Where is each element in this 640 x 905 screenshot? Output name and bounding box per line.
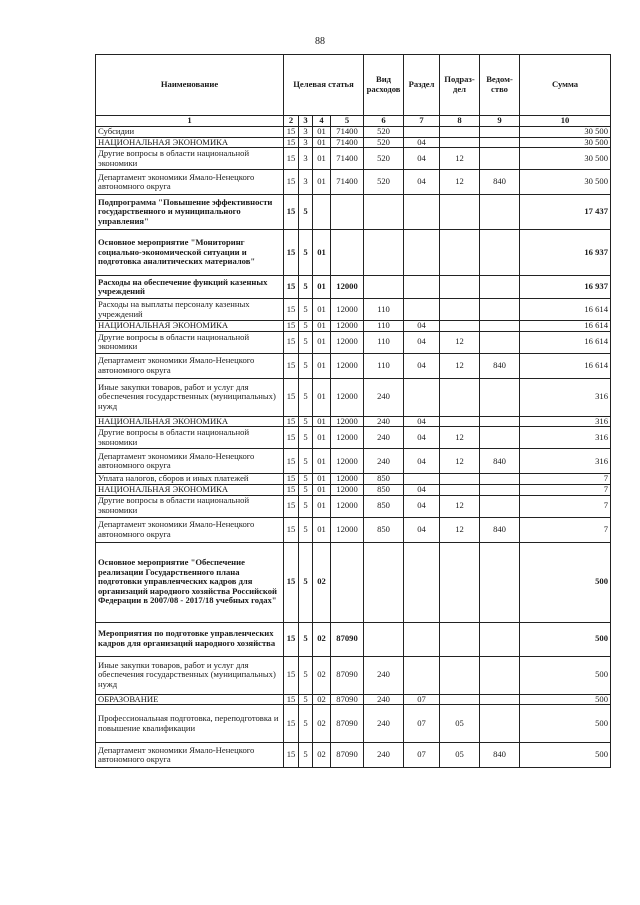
department-cell bbox=[480, 495, 520, 517]
target-code-3: 02 bbox=[313, 542, 331, 622]
department-cell: 840 bbox=[480, 449, 520, 474]
row-name: Мероприятия по подготовке управленческих кадров для организаций народного хозяйства bbox=[96, 622, 284, 656]
section-cell bbox=[404, 378, 440, 416]
section-cell bbox=[404, 622, 440, 656]
section-cell: 07 bbox=[404, 743, 440, 768]
table-row bbox=[96, 416, 611, 427]
section-cell: 04 bbox=[404, 484, 440, 495]
page-number: 88 bbox=[315, 36, 325, 47]
subsection-cell bbox=[440, 195, 480, 230]
target-code-3: 01 bbox=[313, 474, 331, 485]
department-cell bbox=[480, 542, 520, 622]
row-name: Подпрограмма "Повышение эффективности государственного и муниципального управления" bbox=[96, 195, 284, 230]
subsection-cell bbox=[440, 276, 480, 299]
department-cell bbox=[480, 484, 520, 495]
section-cell: 04 bbox=[404, 170, 440, 195]
target-code-4: 71400 bbox=[331, 137, 364, 148]
department-cell bbox=[480, 321, 520, 332]
section-cell bbox=[404, 276, 440, 299]
target-code-1: 15 bbox=[284, 449, 299, 474]
row-name: Профессиональная подготовка, переподготовка и повышение квалификации bbox=[96, 705, 284, 743]
sum-cell: 16 937 bbox=[520, 230, 611, 276]
target-code-3: 01 bbox=[313, 321, 331, 332]
row-name: Департамент экономики Ямало-Ненецкого автономного округа bbox=[96, 449, 284, 474]
target-code-3: 01 bbox=[313, 148, 331, 170]
target-code-4: 12000 bbox=[331, 474, 364, 485]
subsection-cell bbox=[440, 484, 480, 495]
target-code-4: 12000 bbox=[331, 517, 364, 542]
subsection-cell: 12 bbox=[440, 495, 480, 517]
target-code-4: 12000 bbox=[331, 449, 364, 474]
expense-type-cell bbox=[364, 195, 404, 230]
row-name: Другие вопросы в области национальной экономики bbox=[96, 427, 284, 449]
subsection-cell: 12 bbox=[440, 170, 480, 195]
department-cell bbox=[480, 416, 520, 427]
target-code-1: 15 bbox=[284, 230, 299, 276]
col-number: 4 bbox=[313, 116, 331, 127]
target-code-1: 15 bbox=[284, 331, 299, 353]
target-code-1: 15 bbox=[284, 517, 299, 542]
target-code-2: 5 bbox=[299, 230, 313, 276]
sum-cell: 30 500 bbox=[520, 127, 611, 138]
row-name: Субсидии bbox=[96, 127, 284, 138]
department-cell bbox=[480, 276, 520, 299]
target-code-4: 71400 bbox=[331, 148, 364, 170]
row-name: Департамент экономики Ямало-Ненецкого автономного округа bbox=[96, 353, 284, 378]
table-row bbox=[96, 331, 611, 353]
expense-type-cell: 240 bbox=[364, 694, 404, 705]
target-code-4 bbox=[331, 195, 364, 230]
target-code-2: 5 bbox=[299, 656, 313, 694]
sum-cell: 16 614 bbox=[520, 321, 611, 332]
expense-type-cell: 240 bbox=[364, 449, 404, 474]
target-code-2: 5 bbox=[299, 195, 313, 230]
target-code-1: 15 bbox=[284, 427, 299, 449]
row-name: НАЦИОНАЛЬНАЯ ЭКОНОМИКА bbox=[96, 137, 284, 148]
table-row bbox=[96, 495, 611, 517]
target-code-2: 5 bbox=[299, 378, 313, 416]
target-code-2: 3 bbox=[299, 148, 313, 170]
table-row bbox=[96, 299, 611, 321]
col-number: 1 bbox=[96, 116, 284, 127]
col-number: 10 bbox=[520, 116, 611, 127]
target-code-3 bbox=[313, 195, 331, 230]
table-row bbox=[96, 137, 611, 148]
expense-type-cell: 110 bbox=[364, 331, 404, 353]
department-cell: 840 bbox=[480, 170, 520, 195]
row-name: НАЦИОНАЛЬНАЯ ЭКОНОМИКА bbox=[96, 484, 284, 495]
col-number: 6 bbox=[364, 116, 404, 127]
target-code-1: 15 bbox=[284, 378, 299, 416]
department-cell bbox=[480, 331, 520, 353]
section-cell: 04 bbox=[404, 517, 440, 542]
expense-type-cell: 520 bbox=[364, 137, 404, 148]
table-row bbox=[96, 474, 611, 485]
row-name: Другие вопросы в области национальной экономики bbox=[96, 495, 284, 517]
target-code-2: 5 bbox=[299, 694, 313, 705]
row-name: Департамент экономики Ямало-Ненецкого автономного округа bbox=[96, 743, 284, 768]
target-code-4: 87090 bbox=[331, 694, 364, 705]
subsection-cell bbox=[440, 299, 480, 321]
expense-type-cell bbox=[364, 276, 404, 299]
row-name: Основное мероприятие "Мониторинг социально-экономической ситуации и подготовка аналитических материалов" bbox=[96, 230, 284, 276]
sum-cell: 316 bbox=[520, 378, 611, 416]
target-code-2: 3 bbox=[299, 127, 313, 138]
row-name: Уплата налогов, сборов и иных платежей bbox=[96, 474, 284, 485]
target-code-3: 01 bbox=[313, 353, 331, 378]
target-code-3: 01 bbox=[313, 427, 331, 449]
col-number: 7 bbox=[404, 116, 440, 127]
expense-type-cell: 240 bbox=[364, 427, 404, 449]
target-code-3: 02 bbox=[313, 694, 331, 705]
row-name: НАЦИОНАЛЬНАЯ ЭКОНОМИКА bbox=[96, 321, 284, 332]
sum-cell: 30 500 bbox=[520, 137, 611, 148]
table-row bbox=[96, 321, 611, 332]
col-number: 5 bbox=[331, 116, 364, 127]
expense-type-cell bbox=[364, 542, 404, 622]
target-code-1: 15 bbox=[284, 276, 299, 299]
target-code-4: 12000 bbox=[331, 321, 364, 332]
target-code-2: 5 bbox=[299, 484, 313, 495]
subsection-cell bbox=[440, 127, 480, 138]
row-name: Расходы на выплаты персоналу казенных учреждений bbox=[96, 299, 284, 321]
target-code-2: 5 bbox=[299, 542, 313, 622]
target-code-1: 15 bbox=[284, 416, 299, 427]
expense-type-cell: 240 bbox=[364, 656, 404, 694]
col-number: 8 bbox=[440, 116, 480, 127]
table-row bbox=[96, 484, 611, 495]
department-cell: 840 bbox=[480, 743, 520, 768]
department-cell bbox=[480, 378, 520, 416]
expense-type-cell: 240 bbox=[364, 705, 404, 743]
subsection-cell bbox=[440, 474, 480, 485]
target-code-1: 15 bbox=[284, 170, 299, 195]
section-cell: 04 bbox=[404, 416, 440, 427]
col-number: 2 bbox=[284, 116, 299, 127]
table-row bbox=[96, 542, 611, 622]
expense-type-cell: 520 bbox=[364, 127, 404, 138]
subsection-cell: 12 bbox=[440, 449, 480, 474]
target-code-1: 15 bbox=[284, 127, 299, 138]
department-cell bbox=[480, 195, 520, 230]
sum-cell: 30 500 bbox=[520, 170, 611, 195]
section-cell: 04 bbox=[404, 353, 440, 378]
budget-table bbox=[95, 54, 611, 768]
target-code-3: 01 bbox=[313, 416, 331, 427]
target-code-3: 02 bbox=[313, 622, 331, 656]
row-name: Иные закупки товаров, работ и услуг для обеспечения государственных (муниципальных) нужд bbox=[96, 656, 284, 694]
section-cell: 04 bbox=[404, 449, 440, 474]
subsection-cell bbox=[440, 378, 480, 416]
subsection-cell bbox=[440, 542, 480, 622]
target-code-4 bbox=[331, 542, 364, 622]
subsection-cell bbox=[440, 230, 480, 276]
table-row bbox=[96, 743, 611, 768]
target-code-3: 01 bbox=[313, 495, 331, 517]
target-code-2: 5 bbox=[299, 353, 313, 378]
target-code-1: 15 bbox=[284, 694, 299, 705]
table-row bbox=[96, 148, 611, 170]
target-code-2: 5 bbox=[299, 449, 313, 474]
target-code-4: 87090 bbox=[331, 743, 364, 768]
target-code-2: 5 bbox=[299, 517, 313, 542]
target-code-2: 3 bbox=[299, 137, 313, 148]
target-code-4: 12000 bbox=[331, 331, 364, 353]
subsection-cell: 05 bbox=[440, 743, 480, 768]
expense-type-cell bbox=[364, 622, 404, 656]
col-number: 9 bbox=[480, 116, 520, 127]
target-code-2: 5 bbox=[299, 331, 313, 353]
subsection-cell: 12 bbox=[440, 353, 480, 378]
sum-cell: 500 bbox=[520, 743, 611, 768]
target-code-3: 01 bbox=[313, 276, 331, 299]
target-code-4: 87090 bbox=[331, 622, 364, 656]
sum-cell: 500 bbox=[520, 705, 611, 743]
subsection-cell bbox=[440, 656, 480, 694]
target-code-2: 5 bbox=[299, 427, 313, 449]
subsection-cell bbox=[440, 416, 480, 427]
subsection-cell: 12 bbox=[440, 427, 480, 449]
target-code-4: 12000 bbox=[331, 427, 364, 449]
target-code-4: 12000 bbox=[331, 276, 364, 299]
table-row bbox=[96, 622, 611, 656]
sum-cell: 30 500 bbox=[520, 148, 611, 170]
header-department: Ведом-ство bbox=[480, 55, 520, 116]
section-cell: 07 bbox=[404, 694, 440, 705]
sum-cell: 16 614 bbox=[520, 299, 611, 321]
subsection-cell: 12 bbox=[440, 517, 480, 542]
expense-type-cell: 850 bbox=[364, 474, 404, 485]
target-code-2: 5 bbox=[299, 299, 313, 321]
target-code-3: 01 bbox=[313, 484, 331, 495]
sum-cell: 500 bbox=[520, 622, 611, 656]
department-cell bbox=[480, 299, 520, 321]
sum-cell: 7 bbox=[520, 517, 611, 542]
sum-cell: 16 614 bbox=[520, 353, 611, 378]
target-code-2: 5 bbox=[299, 276, 313, 299]
target-code-1: 15 bbox=[284, 542, 299, 622]
header-sum: Сумма bbox=[520, 55, 611, 116]
table-row bbox=[96, 449, 611, 474]
expense-type-cell: 240 bbox=[364, 416, 404, 427]
subsection-cell: 05 bbox=[440, 705, 480, 743]
target-code-3: 01 bbox=[313, 299, 331, 321]
target-code-2: 5 bbox=[299, 705, 313, 743]
subsection-cell bbox=[440, 694, 480, 705]
target-code-3: 02 bbox=[313, 705, 331, 743]
target-code-3: 01 bbox=[313, 331, 331, 353]
target-code-4: 12000 bbox=[331, 495, 364, 517]
sum-cell: 7 bbox=[520, 474, 611, 485]
department-cell bbox=[480, 622, 520, 656]
sum-cell: 7 bbox=[520, 495, 611, 517]
target-code-4: 12000 bbox=[331, 378, 364, 416]
section-cell: 04 bbox=[404, 331, 440, 353]
department-cell bbox=[480, 474, 520, 485]
table-row bbox=[96, 427, 611, 449]
table-row bbox=[96, 694, 611, 705]
target-code-1: 15 bbox=[284, 353, 299, 378]
subsection-cell bbox=[440, 622, 480, 656]
section-cell bbox=[404, 195, 440, 230]
sum-cell: 316 bbox=[520, 449, 611, 474]
expense-type-cell: 520 bbox=[364, 170, 404, 195]
row-name: Другие вопросы в области национальной экономики bbox=[96, 148, 284, 170]
expense-type-cell: 520 bbox=[364, 148, 404, 170]
column-number-row bbox=[96, 116, 611, 127]
target-code-4: 12000 bbox=[331, 353, 364, 378]
table-row bbox=[96, 170, 611, 195]
table-row bbox=[96, 230, 611, 276]
sum-cell: 500 bbox=[520, 694, 611, 705]
target-code-2: 5 bbox=[299, 416, 313, 427]
department-cell bbox=[480, 137, 520, 148]
target-code-1: 15 bbox=[284, 705, 299, 743]
expense-type-cell: 240 bbox=[364, 378, 404, 416]
target-code-4 bbox=[331, 230, 364, 276]
target-code-4: 12000 bbox=[331, 416, 364, 427]
target-code-4: 71400 bbox=[331, 170, 364, 195]
target-code-3: 01 bbox=[313, 378, 331, 416]
header-name: Наименование bbox=[96, 55, 284, 116]
row-name: Департамент экономики Ямало-Ненецкого автономного округа bbox=[96, 170, 284, 195]
section-cell: 04 bbox=[404, 321, 440, 332]
expense-type-cell: 240 bbox=[364, 743, 404, 768]
table-row bbox=[96, 517, 611, 542]
target-code-4: 71400 bbox=[331, 127, 364, 138]
target-code-1: 15 bbox=[284, 321, 299, 332]
section-cell bbox=[404, 230, 440, 276]
expense-type-cell bbox=[364, 230, 404, 276]
sum-cell: 500 bbox=[520, 656, 611, 694]
section-cell: 04 bbox=[404, 137, 440, 148]
sum-cell: 16 614 bbox=[520, 331, 611, 353]
department-cell bbox=[480, 427, 520, 449]
target-code-1: 15 bbox=[284, 656, 299, 694]
header-subsection: Подраз-дел bbox=[440, 55, 480, 116]
section-cell bbox=[404, 127, 440, 138]
row-name: Расходы на обеспечение функций казенных учреждений bbox=[96, 276, 284, 299]
sum-cell: 316 bbox=[520, 427, 611, 449]
table-row bbox=[96, 195, 611, 230]
header-target-article: Целевая статья bbox=[284, 55, 364, 116]
target-code-1: 15 bbox=[284, 195, 299, 230]
sum-cell: 500 bbox=[520, 542, 611, 622]
target-code-1: 15 bbox=[284, 743, 299, 768]
table-row bbox=[96, 656, 611, 694]
sum-cell: 16 937 bbox=[520, 276, 611, 299]
target-code-2: 5 bbox=[299, 743, 313, 768]
expense-type-cell: 850 bbox=[364, 495, 404, 517]
target-code-1: 15 bbox=[284, 474, 299, 485]
expense-type-cell: 850 bbox=[364, 517, 404, 542]
department-cell bbox=[480, 656, 520, 694]
section-cell bbox=[404, 656, 440, 694]
table-row bbox=[96, 276, 611, 299]
subsection-cell bbox=[440, 321, 480, 332]
sum-cell: 316 bbox=[520, 416, 611, 427]
subsection-cell: 12 bbox=[440, 331, 480, 353]
section-cell: 07 bbox=[404, 705, 440, 743]
sum-cell: 7 bbox=[520, 484, 611, 495]
target-code-4: 12000 bbox=[331, 299, 364, 321]
department-cell: 840 bbox=[480, 517, 520, 542]
target-code-4: 87090 bbox=[331, 656, 364, 694]
expense-type-cell: 110 bbox=[364, 321, 404, 332]
target-code-3: 01 bbox=[313, 137, 331, 148]
section-cell bbox=[404, 474, 440, 485]
section-cell bbox=[404, 542, 440, 622]
target-code-3: 01 bbox=[313, 170, 331, 195]
target-code-1: 15 bbox=[284, 299, 299, 321]
header-expense-type: Вид расходов bbox=[364, 55, 404, 116]
table-row bbox=[96, 378, 611, 416]
target-code-4: 87090 bbox=[331, 705, 364, 743]
col-number: 3 bbox=[299, 116, 313, 127]
department-cell bbox=[480, 127, 520, 138]
target-code-1: 15 bbox=[284, 484, 299, 495]
row-name: Другие вопросы в области национальной экономики bbox=[96, 331, 284, 353]
department-cell bbox=[480, 694, 520, 705]
section-cell: 04 bbox=[404, 495, 440, 517]
header-section: Раздел bbox=[404, 55, 440, 116]
target-code-3: 02 bbox=[313, 656, 331, 694]
target-code-3: 01 bbox=[313, 449, 331, 474]
target-code-3: 02 bbox=[313, 743, 331, 768]
expense-type-cell: 850 bbox=[364, 484, 404, 495]
target-code-1: 15 bbox=[284, 137, 299, 148]
target-code-1: 15 bbox=[284, 148, 299, 170]
target-code-2: 5 bbox=[299, 474, 313, 485]
row-name: ОБРАЗОВАНИЕ bbox=[96, 694, 284, 705]
section-cell: 04 bbox=[404, 427, 440, 449]
target-code-3: 01 bbox=[313, 230, 331, 276]
target-code-1: 15 bbox=[284, 622, 299, 656]
row-name: Основное мероприятие "Обеспечение реализации Государственного плана подготовки управленческих кадров для организаций народного хозяйства Российской Федерации в 2007/08 - 2017/18 учебных годах" bbox=[96, 542, 284, 622]
target-code-3: 01 bbox=[313, 127, 331, 138]
row-name: Иные закупки товаров, работ и услуг для обеспечения государственных (муниципальных) нужд bbox=[96, 378, 284, 416]
department-cell bbox=[480, 148, 520, 170]
section-cell: 04 bbox=[404, 148, 440, 170]
section-cell bbox=[404, 299, 440, 321]
target-code-2: 3 bbox=[299, 170, 313, 195]
target-code-2: 5 bbox=[299, 495, 313, 517]
expense-type-cell: 110 bbox=[364, 299, 404, 321]
sum-cell: 17 437 bbox=[520, 195, 611, 230]
target-code-1: 15 bbox=[284, 495, 299, 517]
table-row bbox=[96, 705, 611, 743]
row-name: НАЦИОНАЛЬНАЯ ЭКОНОМИКА bbox=[96, 416, 284, 427]
table-row bbox=[96, 127, 611, 138]
subsection-cell: 12 bbox=[440, 148, 480, 170]
table-row bbox=[96, 353, 611, 378]
department-cell bbox=[480, 230, 520, 276]
target-code-3: 01 bbox=[313, 517, 331, 542]
target-code-4: 12000 bbox=[331, 484, 364, 495]
department-cell: 840 bbox=[480, 353, 520, 378]
subsection-cell bbox=[440, 137, 480, 148]
department-cell bbox=[480, 705, 520, 743]
target-code-2: 5 bbox=[299, 321, 313, 332]
target-code-2: 5 bbox=[299, 622, 313, 656]
row-name: Департамент экономики Ямало-Ненецкого автономного округа bbox=[96, 517, 284, 542]
expense-type-cell: 110 bbox=[364, 353, 404, 378]
